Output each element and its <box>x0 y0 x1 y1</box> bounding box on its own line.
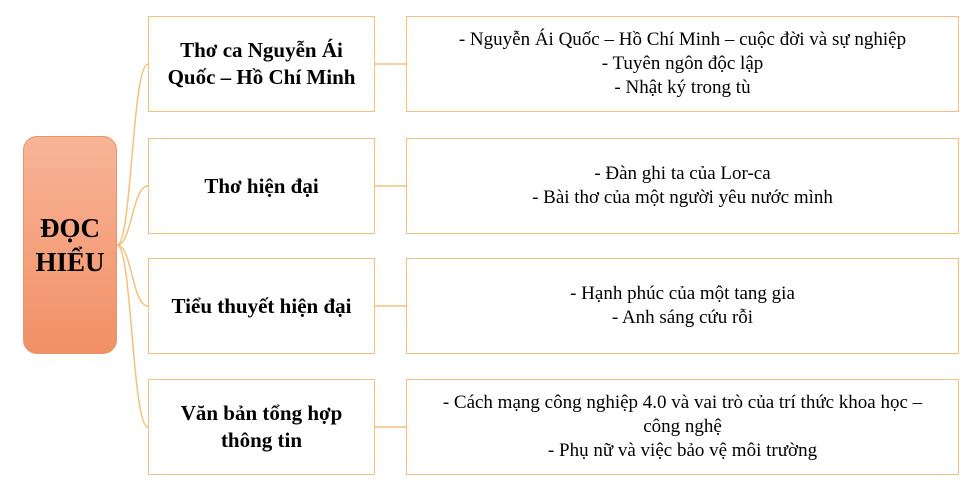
connector-root-branch-1 <box>117 64 148 245</box>
category-box-informational-text <box>148 379 375 475</box>
detail-item: - Hạnh phúc của một tang gia <box>570 283 795 304</box>
category-box-poetry-nguyen-ai-quoc <box>148 16 375 112</box>
category-label-line: Tiểu thuyết hiện đại <box>171 293 352 318</box>
category-label-line: Thơ hiện đại <box>204 173 319 198</box>
detail-box-poetry-nguyen-ai-quoc <box>406 16 959 112</box>
category-label-line: Quốc – Hồ Chí Minh <box>167 65 356 89</box>
category-box-modern-novel <box>148 258 375 354</box>
detail-box-modern-poetry <box>406 138 959 234</box>
detail-box-modern-novel <box>406 258 959 354</box>
detail-box-informational-text <box>406 379 959 475</box>
detail-item: công nghệ <box>643 416 722 437</box>
detail-item: - Phụ nữ và việc bảo vệ môi trường <box>547 440 818 461</box>
connector-root-branch-2 <box>117 186 148 245</box>
root-label-line-2: HIỂU <box>35 247 105 277</box>
detail-item: - Tuyên ngôn độc lập <box>601 53 764 74</box>
connector-root-branch-3 <box>117 245 148 306</box>
category-label-line: thông tin <box>220 428 303 452</box>
detail-item: - Nhật ký trong tù <box>614 77 751 98</box>
detail-item: - Anh sáng cứu rỗi <box>611 307 754 328</box>
detail-item: - Cách mạng công nghiệp 4.0 và vai trò của trí thức khoa học – <box>442 392 923 413</box>
detail-item: - Đàn ghi ta của Lor-ca <box>594 163 771 184</box>
detail-item: - Nguyễn Ái Quốc – Hồ Chí Minh – cuộc đời và sự nghiệp <box>458 29 907 50</box>
category-box-modern-poetry <box>148 138 375 234</box>
category-label-line: Văn bản tổng hợp <box>180 401 343 425</box>
root-label-line-1: ĐỌC <box>40 213 100 243</box>
category-label-line: Thơ ca Nguyễn Ái <box>180 38 343 62</box>
connector-root-branch-4 <box>117 245 148 427</box>
root-node <box>23 136 117 354</box>
detail-item: - Bài thơ của một người yêu nước mình <box>532 187 833 208</box>
